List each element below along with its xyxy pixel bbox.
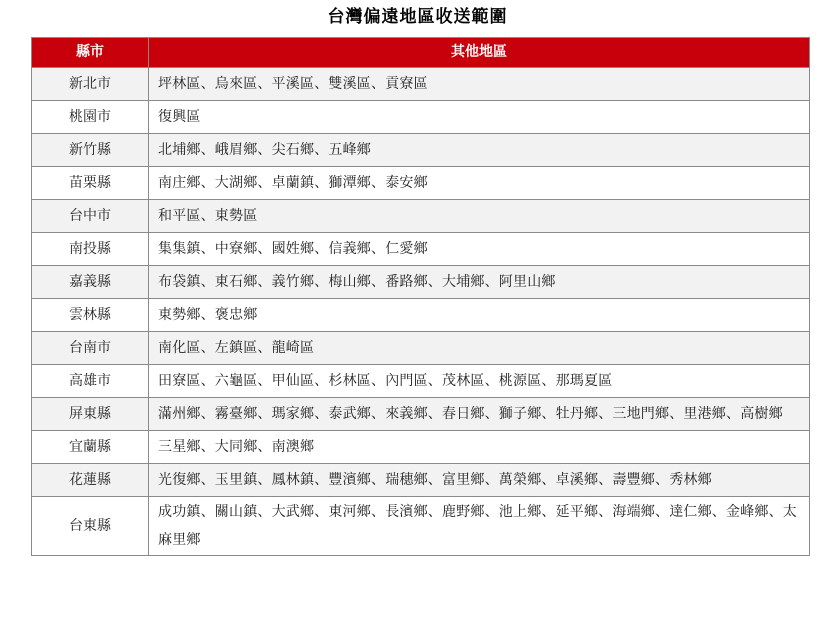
page-title: 台灣偏遠地區收送範圍 <box>327 7 508 27</box>
county-cell: 桃園市 <box>32 101 149 134</box>
table-row <box>32 398 810 431</box>
remote-areas-table <box>31 37 810 556</box>
areas-cell: 布袋鎮、東石鄉、義竹鄉、梅山鄉、番路鄉、大埔鄉、阿里山鄉 <box>149 266 810 299</box>
header-areas: 其他地區 <box>149 38 810 68</box>
county-cell: 新北市 <box>32 68 149 101</box>
county-cell: 南投縣 <box>32 233 149 266</box>
table-row <box>32 68 810 101</box>
county-cell: 台中市 <box>32 200 149 233</box>
areas-cell: 集集鎮、中寮鄉、國姓鄉、信義鄉、仁愛鄉 <box>149 233 810 266</box>
areas-cell: 田寮區、六龜區、甲仙區、杉林區、內門區、茂林區、桃源區、那瑪夏區 <box>149 365 810 398</box>
county-cell: 苗栗縣 <box>32 167 149 200</box>
areas-cell: 光復鄉、玉里鎮、鳳林鎮、豐濱鄉、瑞穗鄉、富里鄉、萬榮鄉、卓溪鄉、壽豐鄉、秀林鄉 <box>149 464 810 497</box>
county-cell: 雲林縣 <box>32 299 149 332</box>
county-cell: 台東縣 <box>32 497 149 556</box>
table-row <box>32 431 810 464</box>
county-cell: 花蓮縣 <box>32 464 149 497</box>
table-row <box>32 365 810 398</box>
county-cell: 屏東縣 <box>32 398 149 431</box>
areas-cell: 南化區、左鎮區、龍崎區 <box>149 332 810 365</box>
areas-cell: 南庄鄉、大湖鄉、卓蘭鎮、獅潭鄉、泰安鄉 <box>149 167 810 200</box>
table-row <box>32 200 810 233</box>
county-cell: 嘉義縣 <box>32 266 149 299</box>
areas-cell: 坪林區、烏來區、平溪區、雙溪區、貢寮區 <box>149 68 810 101</box>
table-row <box>32 266 810 299</box>
areas-cell: 復興區 <box>149 101 810 134</box>
table-header-row <box>32 38 810 68</box>
areas-cell: 和平區、東勢區 <box>149 200 810 233</box>
table-row <box>32 332 810 365</box>
areas-cell: 東勢鄉、褒忠鄉 <box>149 299 810 332</box>
header-county: 縣市 <box>32 38 149 68</box>
table-body <box>32 68 810 556</box>
areas-cell: 北埔鄉、峨眉鄉、尖石鄉、五峰鄉 <box>149 134 810 167</box>
table-row <box>32 101 810 134</box>
areas-cell: 滿州鄉、霧臺鄉、瑪家鄉、泰武鄉、來義鄉、春日鄉、獅子鄉、牡丹鄉、三地門鄉、里港鄉、高樹鄉 <box>149 398 810 431</box>
table-row <box>32 299 810 332</box>
table-row <box>32 167 810 200</box>
table-row <box>32 233 810 266</box>
areas-cell: 成功鎮、關山鎮、大武鄉、東河鄉、長濱鄉、鹿野鄉、池上鄉、延平鄉、海端鄉、達仁鄉、金峰鄉、太麻里鄉 <box>149 497 810 556</box>
county-cell: 高雄市 <box>32 365 149 398</box>
areas-cell: 三星鄉、大同鄉、南澳鄉 <box>149 431 810 464</box>
table-row <box>32 464 810 497</box>
table-row <box>32 134 810 167</box>
county-cell: 台南市 <box>32 332 149 365</box>
county-cell: 宜蘭縣 <box>32 431 149 464</box>
table-row <box>32 497 810 556</box>
county-cell: 新竹縣 <box>32 134 149 167</box>
